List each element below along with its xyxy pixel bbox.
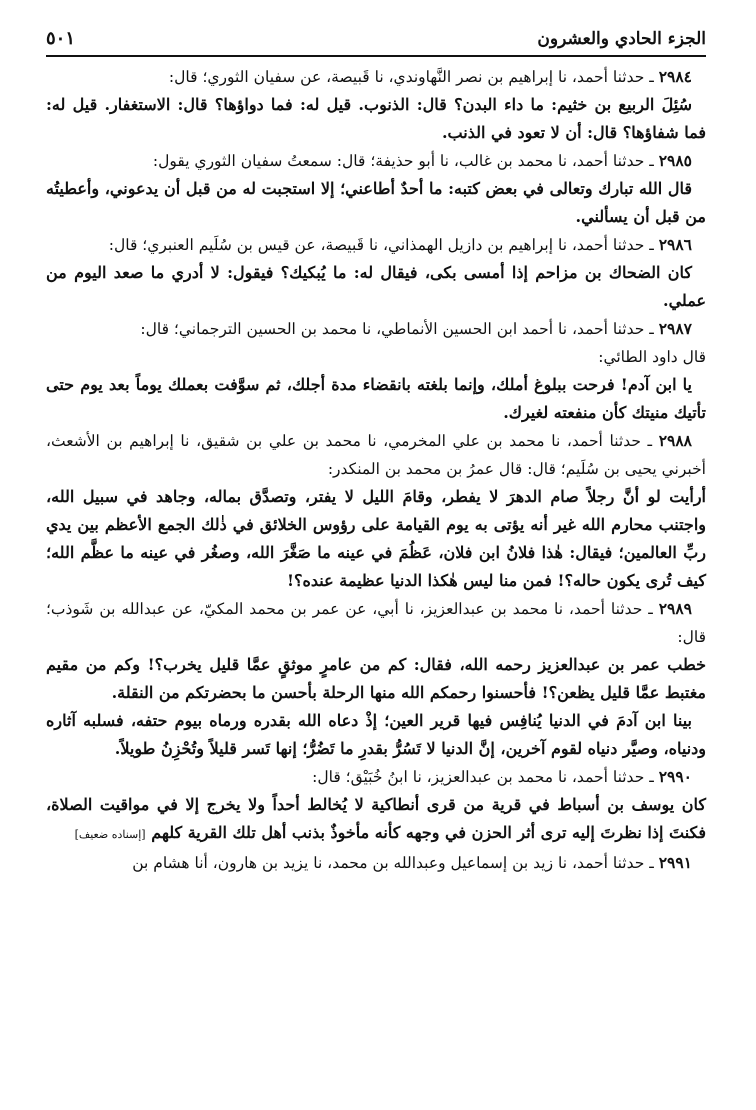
hadith-number: ٢٩٩١ (658, 853, 692, 872)
hadith-matn: خطب عمر بن عبدالعزيز رحمه الله، فقال: كم من عامرٍ موثقٍ عمَّا قليل يخرب؟! وكم من مقيم مغتبط عمَّا قليل يظعن؟! فأحسنوا رحمكم الله منها الرحلة بأحسن ما بحضرتكم من النقلة. (46, 655, 706, 702)
hadith-isnad (46, 315, 706, 343)
page-header (46, 28, 706, 57)
hadith-number: ٢٩٨٧ (658, 319, 692, 338)
hadith-matn (46, 791, 706, 849)
isnad-text: ـ حدثنا أحمد، نا محمد بن عبدالعزيز، نا ابنُ خُبَيْق؛ قال: (312, 768, 659, 786)
isnad-text: ـ حدثنا أحمد، نا محمد بن عبدالعزيز، نا أبي، عن عمر بن محمد المكيّ، عن عبدالله بن شَوذب؛ قال: (46, 600, 706, 646)
hadith-isnad (46, 147, 706, 175)
hadith-matn: قال الله تبارك وتعالى في بعض كتبه: ما أحدٌ أطاعني؛ إلا استجبت له من قبل أن يدعوني، وأعطيتُه من قبل أن يسألني. (46, 179, 706, 226)
hadith-isnad (46, 63, 706, 91)
isnad-text: ـ حدثنا أحمد، نا محمد بن علي المخرمي، نا محمد بن علي بن شقيق، نا إبراهيم بن الأشعث، أخبرني يحيى بن سُلَيم؛ قال: قال عمرُ بن محمد بن المنكدر: (46, 432, 706, 478)
hadith-isnad (46, 595, 706, 651)
hadith-isnad (46, 849, 706, 877)
running-title: الجزء الحادي والعشرون (537, 29, 706, 49)
hadith-number: ٢٩٨٤ (658, 67, 692, 86)
hadith-matn: يا ابن آدم! فرحت ببلوغ أملك، وإنما بلغته بانقضاء مدة أجلك، ثم سوَّفت بعملك يوماً بعد يوم حتى تأتيك منيتك كأن منفعته لغيرك. (46, 375, 706, 422)
hadith-isnad (46, 231, 706, 259)
hadith-number: ٢٩٨٦ (658, 235, 692, 254)
hadith-matn: أرأيت لو أنَّ رجلاً صام الدهرَ لا يفطر، وقامَ الليل لا يفتر، وتصدَّق بماله، وجاهد في سبيل الله، واجتنب محارم الله غير أنه يؤتى به يوم القيامة على رؤوس الخلائق في ذٰلك الجمع الأعظم بين يدي ربِّ العالمين؛ فيقال: هٰذا فلانُ ابن فلان، عَظُمَ في عينه ما صَغَّرَ الله، وصغُر في عينه ما عظَّم الله؛ كيف تُرى يكون حاله؟! فمن منا ليس هٰكذا الدنيا عظيمة عنده؟! (46, 487, 706, 590)
isnad-text: ـ حدثنا أحمد، نا محمد بن غالب، نا أبو حذيفة؛ قال: سمعتُ سفيان الثوري يقول: (152, 152, 659, 170)
narrator-line: قال داود الطائي: (598, 348, 706, 366)
isnad-text: ـ حدثنا أحمد، نا إبراهيم بن نصر النَّهاوندي، نا قَبيصة، عن سفيان الثوري؛ قال: (168, 68, 659, 86)
hadith-matn: كان الضحاك بن مزاحم إذا أمسى بكى، فيقال له: ما يُبكيك؟ فيقول: لا أدري ما صعد اليوم من عملي. (46, 263, 706, 310)
hadith-number: ٢٩٨٨ (658, 431, 692, 450)
hadith-matn: سُئِلَ الربيع بن خثيم: ما داء البدن؟ قال: الذنوب. قيل له: فما دواؤها؟ قال: الاستغفار. قيل له: فما شفاؤها؟ قال: أن لا تعود في الذنب. (46, 95, 706, 142)
hadith-number: ٢٩٨٥ (658, 151, 692, 170)
page-number: ٥٠١ (46, 28, 76, 49)
hadith-isnad (46, 427, 706, 483)
hadith-number: ٢٩٨٩ (658, 599, 692, 618)
isnad-text: ـ حدثنا أحمد، نا زيد بن إسماعيل وعبدالله بن محمد، نا يزيد بن هارون، أنا هشام بن (132, 854, 659, 872)
matn-text: كان يوسف بن أسباط في قرية من قرى أنطاكية لا يُخالط أحداً ولا يخرج إلا في مواقيت الصلاة، فكنتَ إذا نظرتَ إليه ترى أثر الحزن في وجهه كأنه مأخوذٌ بذنب أهل تلك القرية كلهم (46, 795, 706, 842)
isnad-text: ـ حدثنا أحمد، نا إبراهيم بن دازيل الهمذاني، نا قَبيصة، عن قيس بن سُلَيم العنبري؛ قال: (108, 236, 659, 254)
hadith-number: ٢٩٩٠ (658, 767, 692, 786)
hadith-matn-continued: بينا ابن آدمَ في الدنيا يُنافِس فيها قرير العين؛ إذْ دعاه الله بقدره ورماه بيوم حتفه، فسلبه آثاره ودنياه، وصيَّر دنياه لقوم آخرين، إنَّ الدنيا لا تَسُرُّ بقدرِ ما تَضُرُّ؛ إنها تَسر قليلاً وتُحْزِنُ طويلاً. (46, 711, 706, 758)
hadith-isnad (46, 763, 706, 791)
isnad-text: ـ حدثنا أحمد، نا أحمد ابن الحسين الأنماطي، نا محمد بن الحسين الترجماني؛ قال: (140, 320, 659, 338)
grading-note: [إسناده ضعيف] (74, 828, 146, 841)
page-content (46, 63, 706, 877)
